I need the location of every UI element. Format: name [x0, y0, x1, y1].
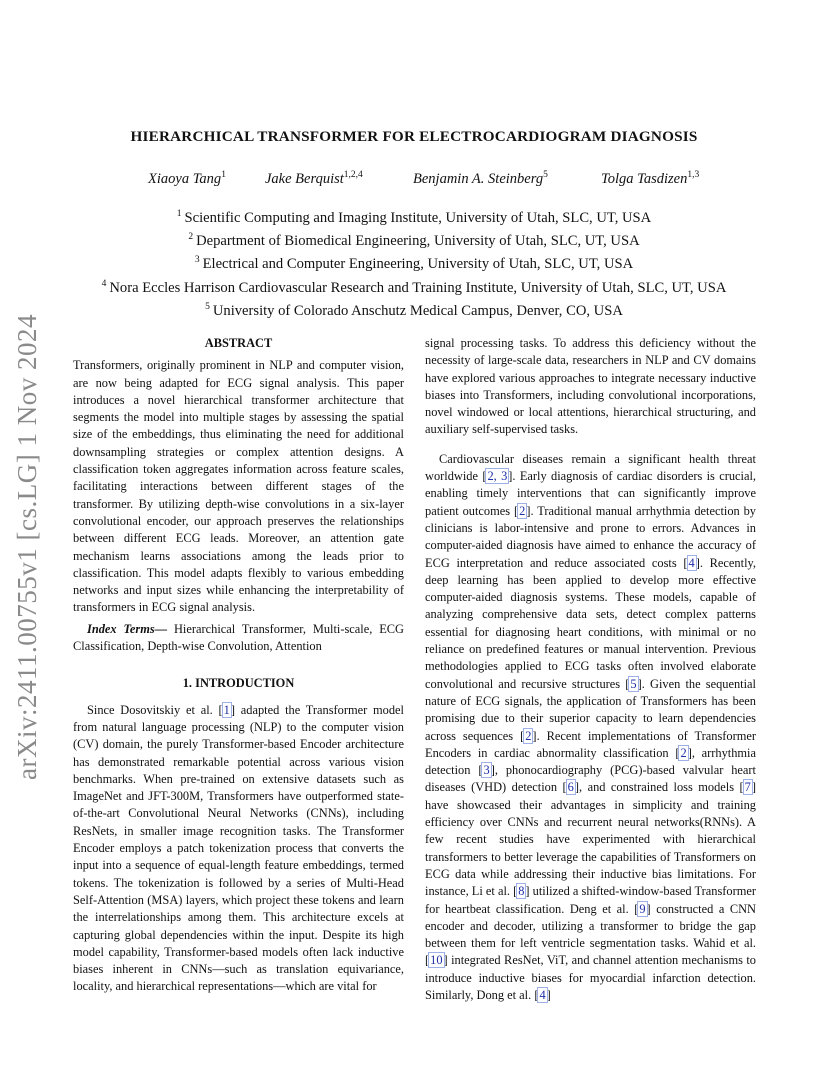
author-affil-sup: 1,2,4	[343, 170, 363, 180]
affil-text: Nora Eccles Harrison Cardiovascular Research and Training Institute, University of Utah, SLC, UT, USA	[109, 279, 727, 296]
affil-sup: 5	[205, 301, 210, 312]
affil-sup: 1	[176, 209, 182, 219]
citation-link[interactable]: 2	[680, 745, 687, 760]
citation-link[interactable]: 9	[639, 901, 646, 916]
affiliation-4	[0, 275, 828, 298]
affiliation-list	[0, 205, 828, 321]
citation-link[interactable]: 3	[483, 763, 490, 778]
author-4	[601, 170, 699, 188]
author-affil-sup: 1	[221, 170, 226, 180]
index-terms-text: Hierarchical Transformer, Multi-scale, ECG Classification, Depth-wise Convolution, Attention	[73, 621, 405, 654]
affil-text: University of Colorado Anschutz Medical Campus, Denver, CO, USA	[212, 302, 623, 319]
intro-paragraph-1-continued: signal processing tasks. To address this deficiency without the necessity of large-scale data, researchers in NLP and CV domains have explored various approaches to integrate necessary inductive biases into Transformers, including convolutional incorporations, novel windowed or local attentions, hierarchical structuring, and auxiliary self-supervised tasks.	[425, 336, 756, 437]
affiliation-1	[0, 205, 828, 228]
author-1	[148, 170, 226, 188]
affil-text: Department of Biomedical Engineering, University of Utah, SLC, UT, USA	[196, 233, 640, 250]
affil-sup: 2	[188, 232, 194, 243]
left-column	[73, 335, 404, 996]
citation-link[interactable]: 2, 3	[487, 469, 508, 484]
citation-link[interactable]: 1	[223, 702, 230, 717]
citation-link[interactable]: 2	[519, 503, 526, 518]
citation-link[interactable]: 4	[688, 555, 695, 570]
citation-link[interactable]: 7	[744, 780, 751, 795]
author-name: Tolga Tasdizen	[601, 171, 688, 187]
citation-link[interactable]: 10	[430, 953, 443, 968]
citation-link[interactable]: 8	[518, 884, 525, 899]
citation-link[interactable]: 5	[630, 676, 637, 691]
index-terms	[73, 621, 404, 656]
arxiv-stamp: arXiv:2411.00755v1 [cs.LG] 1 Nov 2024	[12, 314, 42, 780]
affil-sup: 3	[194, 255, 200, 266]
abstract-text: Transformers, originally prominent in NLP and computer vision, are now being adapted for ECG signal analysis. This paper introduces a novel hierarchical transformer architecture that segments the model into multiple stages by assessing the spatial size of the embeddings, thus eliminating the need for additional downsampling strategies or complex attention designs. A classification token aggregates information across feature scales, facilitating interactions between different stages of the transformer. By utilizing depth-wise convolutions in a six-layer convolutional encoder, our approach preserves the relationships between different ECG leads. Moreover, an attention gate mechanism learns associations among the leads prior to classification. This model adapts flexibly to various embedding networks and input sizes while enhancing the interpretability of transformers in ECG signal analysis.	[73, 358, 404, 615]
author-affil-sup: 1,3	[687, 170, 700, 180]
affiliation-5	[0, 298, 828, 321]
affil-text: Scientific Computing and Imaging Institute, University of Utah, SLC, UT, USA	[184, 210, 652, 226]
affil-sup: 4	[101, 278, 107, 289]
author-name: Benjamin A. Steinberg	[413, 171, 544, 187]
author-3	[413, 170, 548, 188]
affiliation-3	[0, 251, 828, 274]
abstract-heading: ABSTRACT	[204, 336, 273, 350]
author-list	[0, 170, 828, 192]
citation-link[interactable]: 4	[539, 987, 546, 1002]
intro-paragraph-2: Cardiovascular diseases remain a significant health threat worldwide [2, 3]. Early diagnosis of cardiac disorders is crucial, enabling timely interventions that can significantly improve patient outcomes [2]. Traditional manual arrhythmia detection by clinicians is labor-intensive and prone to errors. Advances in computer-aided diagnosis have aimed to enhance the accuracy of ECG interpretation and reduce associated costs [4]. Recently, deep learning has been applied to develop more effective computer-aided diagnosis systems. These models, capable of analyzing comprehensive data sets, detect complex patterns essential for diagnosing heart conditions, with minimal or no reliance on predefined features or manual intervention. Previous methodologies applied to ECG tasks often involved elaborate convolutional and recursive structures [5]. Given the sequential nature of ECG signals, the application of Transformers has been promising due to their superior capacity to learn dependencies across sequences [2]. Recent implementations of Transformer Encoders in cardiac abnormality classification [2], arrhythmia detection [3], phonocardiography (PCG)-based valvular heart diseases (VHD) detection [6], and constrained loss models [7] have showcased their advantages in simplicity and training efficiency over CNNs and recurrent neural networks(RNNs). A few recent studies have experimented with hierarchical transformers to better leverage the capabilities of Transformers on ECG data while addressing their inductive bias limitations. For instance, Li et al. [8] utilized a shifted-window-based Transformer for heartbeat classification. Deng et al. [9] constructed a CNN encoder and decoder, utilizing a transformer to bridge the gap between them for left ventricle segmentation tasks. Wahid et al. [10] integrated ResNet, ViT, and channel attention mechanisms to introduce inductive biases for myocardial infarction detection. Similarly, Dong et al. [4]	[425, 451, 757, 1002]
author-name: Xiaoya Tang	[148, 171, 222, 187]
author-2	[265, 170, 363, 188]
paper-title: HIERARCHICAL TRANSFORMER FOR ELECTROCARDIOGRAM DIAGNOSIS	[130, 128, 698, 145]
citation-link[interactable]: 2	[525, 728, 532, 743]
index-terms-label: Index Terms—	[87, 621, 168, 636]
affil-text: Electrical and Computer Engineering, University of Utah, SLC, UT, USA	[202, 256, 634, 273]
intro-paragraph-1: Since Dosovitskiy et al. [1] adapted the Transformer model from natural language processing (NLP) to the computer vision (CV) domain, the purely Transformer-based Encoder architecture has demonstrated remarkable potential across various vision benchmarks. When pre-trained on extensive datasets such as ImageNet and JFT-300M, Transformers have outperformed state-of-the-art Convolutional Neural Networks (CNNs), including ResNets, in smaller image recognition tasks. The Transformer Encoder employs a patch tokenization process that converts the input into a sequence of equal-length feature embeddings, termed tokens. The tokenization is followed by a series of Multi-Head Self-Attention (MSA) layers, which project these tokens and learn the interrelationships among them. This architecture excels at capturing global dependencies within the input. Despite its high model capability, Transformer-based models often lack inductive biases inherent in CNNs—such as translation equivariance, locality, and hierarchical representations—which are vital for	[73, 702, 404, 994]
author-affil-sup: 5	[543, 170, 548, 180]
citation-link[interactable]: 6	[567, 780, 574, 795]
introduction-heading: 1. INTRODUCTION	[182, 676, 295, 691]
right-column	[425, 335, 756, 1004]
affiliation-2	[0, 228, 828, 251]
author-name: Jake Berquist	[265, 171, 344, 187]
